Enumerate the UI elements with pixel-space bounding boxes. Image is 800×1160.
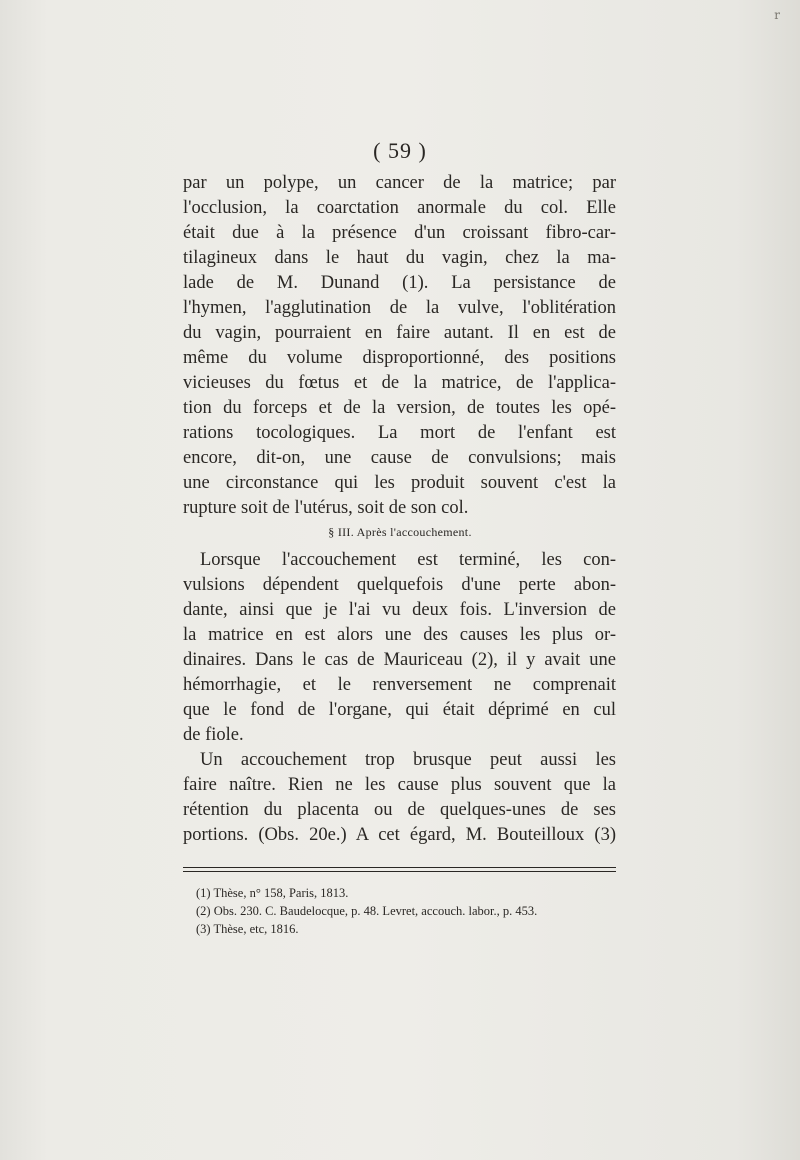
text-line: vulsions dépendent quelquefois d'une perte abon- xyxy=(183,575,616,595)
text-line: par un polype, un cancer de la matrice; par xyxy=(183,173,616,193)
text-line: Lorsque l'accouchement est terminé, les con- xyxy=(200,550,616,570)
footnote-rule xyxy=(183,867,616,868)
text-line: que le fond de l'organe, qui était déprimé en cul xyxy=(183,700,616,720)
text-line: l'hymen, l'agglutination de la vulve, l'oblitération xyxy=(183,298,616,318)
paragraph-1 xyxy=(183,171,616,521)
text-line: rations tocologiques. La mort de l'enfant est xyxy=(183,423,616,443)
text-line: lade de M. Dunand (1). La persistance de xyxy=(183,273,616,293)
footnote-rule-thin xyxy=(183,871,616,872)
footnotes xyxy=(196,884,626,938)
text-line: tion du forceps et de la version, de toutes les opé- xyxy=(183,398,616,418)
paragraph-2 xyxy=(183,548,616,748)
text-line: tilagineux dans le haut du vagin, chez la ma- xyxy=(183,248,616,268)
text-line: dante, ainsi que je l'ai vu deux fois. L'inversion de xyxy=(183,600,616,620)
paragraph-3 xyxy=(183,748,616,848)
body-text-2 xyxy=(183,548,616,848)
text-line: vicieuses du fœtus et de la matrice, de l'applica- xyxy=(183,373,616,393)
text-line: de fiole. xyxy=(183,725,244,745)
text-line: portions. (Obs. 20e.) A cet égard, M. Bouteilloux (3) xyxy=(183,825,616,845)
text-line: faire naître. Rien ne les cause plus souvent que la xyxy=(183,775,616,795)
section-heading: § III. Après l'accouchement. xyxy=(328,525,472,539)
text-line: l'occlusion, la coarctation anormale du col. Elle xyxy=(183,198,616,218)
text-line: encore, dit-on, une cause de convulsions; mais xyxy=(183,448,616,468)
text-line: dinaires. Dans le cas de Mauriceau (2), il y avait une xyxy=(183,650,616,670)
text-line: rétention du placenta ou de quelques-unes de ses xyxy=(183,800,616,820)
text-line: était due à la présence d'un croissant fibro-car- xyxy=(183,223,616,243)
text-line: hémorrhagie, et le renversement ne comprenait xyxy=(183,675,616,695)
text-line: rupture soit de l'utérus, soit de son col. xyxy=(183,498,469,518)
text-line: du vagin, pourraient en faire autant. Il en est de xyxy=(183,323,616,343)
text-line: Un accouchement trop brusque peut aussi les xyxy=(200,750,616,770)
footnote: (3) Thèse, etc, 1816. xyxy=(196,922,299,936)
footnote: (1) Thèse, n° 158, Paris, 1813. xyxy=(196,886,349,900)
text-line: la matrice en est alors une des causes les plus or- xyxy=(183,625,616,645)
footnote: (2) Obs. 230. C. Baudelocque, p. 48. Levret, accouch. labor., p. 453. xyxy=(196,904,538,918)
text-line: même du volume disproportionné, des positions xyxy=(183,348,616,368)
text-line: une circonstance qui les produit souvent c'est la xyxy=(183,473,616,493)
page-number: ( 59 ) xyxy=(373,138,427,163)
corner-mark: r xyxy=(774,8,780,22)
